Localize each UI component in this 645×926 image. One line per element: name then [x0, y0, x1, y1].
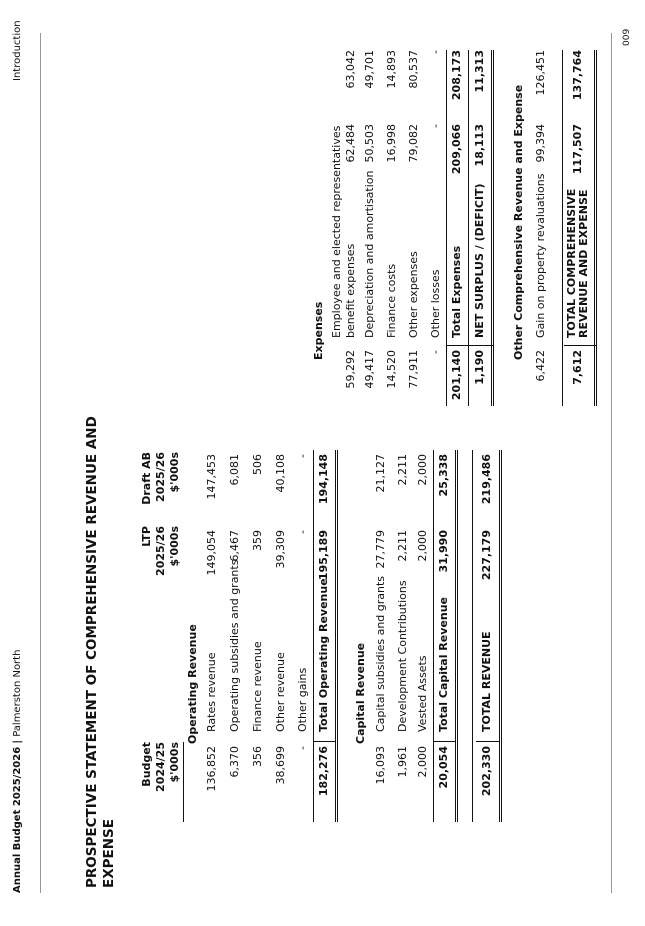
table-row — [247, 446, 269, 926]
org-name: Palmerston North — [12, 649, 23, 737]
draft-value: 147,453 — [205, 454, 218, 500]
row-label: Gain on property revaluations — [534, 173, 547, 338]
budget-value: 14,520 — [385, 350, 398, 389]
header-underline — [183, 742, 184, 822]
row-label: TOTAL REVENUE — [480, 631, 493, 732]
budget-value: 2,000 — [416, 746, 429, 778]
col-header-budget — [140, 742, 182, 822]
page-title: PROSPECTIVE STATEMENT OF COMPREHENSIVE REVENUE AND EXPENSE — [84, 416, 117, 888]
grand-total-bottom-rule-double — [501, 450, 502, 822]
col-header-line: LTP — [140, 526, 153, 547]
row-label: Development Contributions — [396, 580, 409, 732]
ltp-value: 27,779 — [374, 530, 387, 569]
budget-value: 136,852 — [205, 746, 218, 792]
row-label: Operating subsidies and grants — [228, 559, 241, 732]
row-label: Depreciation and amortisation — [363, 170, 376, 338]
budget-value: 356 — [251, 746, 264, 767]
ltp-value: 39,309 — [274, 530, 287, 569]
budget-value: 1,190 — [473, 350, 486, 385]
col-header-line: Draft AB — [140, 452, 153, 505]
draft-value: 21,127 — [374, 454, 387, 493]
ltp-value: 2,211 — [396, 530, 409, 562]
budget-value: - — [429, 350, 442, 354]
doc-title: Annual Budget 2025/2026 — [12, 746, 23, 893]
row-label-line1: TOTAL COMPREHENSIVE — [565, 188, 578, 338]
col-header-line: 2025/26 — [154, 526, 167, 576]
page-number: 009 — [622, 28, 632, 46]
grand-total-bottom-rule-double — [596, 50, 597, 406]
col-header-line: Budget — [140, 742, 153, 787]
net-rule-double — [493, 50, 494, 406]
draft-value: 208,173 — [450, 50, 463, 101]
budget-value: 201,140 — [450, 350, 463, 401]
ltp-value: 227,179 — [480, 530, 493, 581]
draft-value: 2,211 — [396, 454, 409, 486]
draft-value: 506 — [251, 454, 264, 475]
draft-value: 194,148 — [317, 454, 330, 505]
row-label: Other expenses — [407, 251, 420, 338]
row-label: Rates revenue — [205, 652, 218, 732]
grand-total-top-rule — [562, 50, 563, 406]
row-label: Capital subsidies and grants — [374, 575, 387, 732]
draft-value: 2,000 — [416, 454, 429, 486]
table-row — [530, 0, 552, 926]
table-row — [381, 0, 403, 926]
row-label: Finance revenue — [251, 641, 264, 732]
row-label: Other losses — [429, 269, 442, 338]
footer-rule — [611, 33, 612, 893]
draft-value: 49,701 — [363, 50, 376, 89]
budget-value: 202,330 — [480, 746, 493, 797]
net-rule — [491, 50, 492, 406]
header-separator: | — [12, 739, 23, 744]
grand-total-bottom-rule — [594, 50, 595, 406]
table-row — [292, 446, 314, 926]
row-label: Total Capital Revenue — [437, 597, 450, 732]
draft-value: 25,338 — [437, 454, 450, 497]
row-label-line2: benefit expenses — [344, 243, 357, 338]
ltp-value: 359 — [251, 530, 264, 551]
row-label: Other revenue — [274, 652, 287, 732]
ltp-value: 31,990 — [437, 530, 450, 573]
draft-value: 137,764 — [571, 50, 584, 101]
table-row — [201, 446, 223, 926]
budget-value: 38,699 — [274, 746, 287, 785]
draft-value: - — [296, 454, 309, 458]
col-header-line: $'000s — [168, 526, 181, 567]
ltp-value: 16,998 — [385, 124, 398, 163]
table-row — [359, 0, 381, 926]
ltp-value: 79,082 — [407, 124, 420, 163]
column-divider — [447, 345, 493, 346]
ltp-value: - — [429, 124, 442, 128]
header-rule — [40, 33, 41, 893]
draft-value: 14,893 — [385, 50, 398, 89]
budget-value: 20,054 — [437, 746, 450, 789]
row-label: Vested Assets — [416, 655, 429, 732]
row-label: NET SURPLUS / (DEFICIT) — [473, 183, 486, 338]
budget-value: 1,961 — [396, 746, 409, 778]
table-row — [224, 446, 246, 926]
row-label: Total Operating Revenue — [317, 578, 330, 732]
net-surplus-row — [469, 0, 491, 926]
ltp-value: 117,507 — [571, 124, 584, 175]
budget-value: 77,911 — [407, 350, 420, 389]
table-row — [425, 0, 447, 926]
col-header-ltp — [140, 526, 182, 598]
operating-revenue-heading: Operating Revenue — [186, 624, 199, 744]
budget-value: - — [296, 746, 309, 750]
draft-value: 40,108 — [274, 454, 287, 493]
draft-value: 80,537 — [407, 50, 420, 89]
ltp-value: 6,467 — [228, 530, 241, 562]
budget-value: 49,417 — [363, 350, 376, 389]
col-header-line: $'000s — [168, 452, 181, 493]
table-row — [270, 446, 292, 926]
column-divider — [564, 345, 596, 346]
grand-total-bottom-rule — [499, 450, 500, 822]
budget-value: 16,093 — [374, 746, 387, 785]
col-header-line: 2025/26 — [154, 452, 167, 502]
budget-value: 6,370 — [228, 746, 241, 778]
section-name: Introduction — [12, 20, 23, 81]
row-label: Other gains — [296, 667, 309, 732]
draft-value: 219,486 — [480, 454, 493, 505]
col-header-draft — [140, 452, 182, 526]
draft-value: - — [429, 50, 442, 54]
row-label-line1: Employee and elected representatives — [330, 125, 343, 338]
draft-value: 6,081 — [228, 454, 241, 486]
ltp-value: 99,394 — [534, 124, 547, 163]
ltp-value: 50,503 — [363, 124, 376, 163]
table-row — [403, 0, 425, 926]
ltp-value: 62,484 — [344, 124, 357, 163]
row-label-line2: REVENUE AND EXPENSE — [577, 189, 590, 338]
page-header — [12, 650, 23, 893]
total-row — [446, 0, 468, 926]
other-comprehensive-heading: Other Comprehensive Revenue and Expense — [512, 84, 525, 360]
ltp-value: 2,000 — [416, 530, 429, 562]
total-comprehensive-row — [564, 0, 594, 926]
row-label: Total Expenses — [450, 245, 463, 338]
draft-value: 11,313 — [473, 50, 486, 93]
draft-value: 126,451 — [534, 50, 547, 96]
ltp-value: 149,054 — [205, 530, 218, 576]
budget-value: 7,612 — [571, 350, 584, 385]
ltp-value: - — [296, 530, 309, 534]
col-header-line: $'000s — [168, 742, 181, 783]
ltp-value: 195,189 — [317, 530, 330, 581]
draft-value: 63,042 — [344, 50, 357, 89]
col-header-line: 2024/25 — [154, 742, 167, 792]
budget-value: 182,276 — [317, 746, 330, 797]
budget-value: 59,292 — [344, 350, 357, 389]
ltp-value: 18,113 — [473, 124, 486, 167]
row-label: Finance costs — [385, 263, 398, 338]
table-row — [324, 0, 358, 926]
ltp-value: 209,066 — [450, 124, 463, 175]
capital-revenue-heading: Capital Revenue — [354, 642, 367, 744]
expenses-heading: Expenses — [312, 301, 325, 360]
budget-value: 6,422 — [534, 350, 547, 382]
